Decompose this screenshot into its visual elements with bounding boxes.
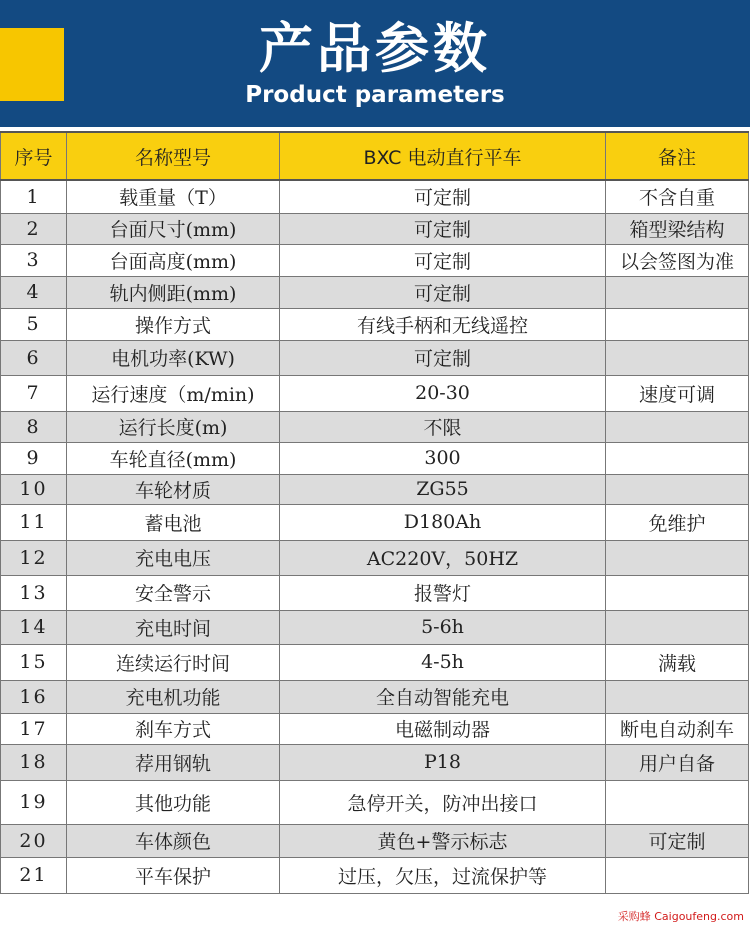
row-note <box>606 340 749 375</box>
column-header-name: 名称型号 <box>67 132 280 180</box>
column-header-value: BXC 电动直行平车 <box>280 132 606 180</box>
table-row <box>1 308 749 340</box>
row-index: 20 <box>1 824 67 857</box>
row-index: 10 <box>1 474 67 504</box>
row-note: 满载 <box>606 644 749 680</box>
row-name: 充电电压 <box>67 540 280 575</box>
row-note <box>606 411 749 442</box>
row-index: 15 <box>1 644 67 680</box>
row-note: 不含自重 <box>606 180 749 213</box>
row-value: 4-5h <box>280 644 606 680</box>
row-name: 其他功能 <box>67 780 280 824</box>
row-index: 21 <box>1 857 67 893</box>
row-index: 4 <box>1 276 67 308</box>
column-header-index: 序号 <box>1 132 67 180</box>
row-note: 速度可调 <box>606 375 749 411</box>
row-note <box>606 610 749 644</box>
row-name: 安全警示 <box>67 575 280 610</box>
column-header-note: 备注 <box>606 132 749 180</box>
site-watermark: 采购蜂 Caigoufeng.com <box>617 910 744 923</box>
row-value: AC220V，50HZ <box>280 540 606 575</box>
row-note <box>606 857 749 893</box>
row-value: ZG55 <box>280 474 606 504</box>
row-index: 11 <box>1 504 67 540</box>
row-name: 运行速度（m/min) <box>67 375 280 411</box>
row-value: 可定制 <box>280 244 606 276</box>
row-note: 可定制 <box>606 824 749 857</box>
row-name: 连续运行时间 <box>67 644 280 680</box>
row-index: 16 <box>1 680 67 713</box>
row-note: 免维护 <box>606 504 749 540</box>
row-index: 6 <box>1 340 67 375</box>
row-name: 充电机功能 <box>67 680 280 713</box>
row-value: 有线手柄和无线遥控 <box>280 308 606 340</box>
row-index: 8 <box>1 411 67 442</box>
row-note <box>606 575 749 610</box>
row-value: 可定制 <box>280 180 606 213</box>
row-name: 操作方式 <box>67 308 280 340</box>
table-header-row <box>1 132 749 180</box>
row-value: 不限 <box>280 411 606 442</box>
table-row <box>1 680 749 713</box>
row-note: 箱型梁结构 <box>606 213 749 244</box>
page-header <box>0 0 750 127</box>
table-row <box>1 857 749 893</box>
table-row <box>1 375 749 411</box>
row-value: 可定制 <box>280 213 606 244</box>
table-row <box>1 474 749 504</box>
row-name: 载重量（T） <box>67 180 280 213</box>
row-index: 19 <box>1 780 67 824</box>
table-row <box>1 213 749 244</box>
row-value: D180Ah <box>280 504 606 540</box>
row-value: 可定制 <box>280 340 606 375</box>
row-index: 14 <box>1 610 67 644</box>
table-row <box>1 713 749 744</box>
row-note: 以会签图为准 <box>606 244 749 276</box>
table-row <box>1 180 749 213</box>
row-index: 3 <box>1 244 67 276</box>
row-name: 运行长度(m) <box>67 411 280 442</box>
row-value: P18 <box>280 744 606 780</box>
row-index: 13 <box>1 575 67 610</box>
title-english: Product parameters <box>245 82 505 108</box>
row-note <box>606 680 749 713</box>
row-index: 2 <box>1 213 67 244</box>
table-row <box>1 780 749 824</box>
row-index: 18 <box>1 744 67 780</box>
row-note <box>606 474 749 504</box>
row-value: 300 <box>280 442 606 474</box>
row-note <box>606 540 749 575</box>
row-index: 5 <box>1 308 67 340</box>
row-name: 车轮直径(mm) <box>67 442 280 474</box>
row-value: 电磁制动器 <box>280 713 606 744</box>
row-name: 荐用钢轨 <box>67 744 280 780</box>
row-index: 17 <box>1 713 67 744</box>
row-name: 车轮材质 <box>67 474 280 504</box>
table-row <box>1 610 749 644</box>
table-row <box>1 276 749 308</box>
row-value: 报警灯 <box>280 575 606 610</box>
row-name: 充电时间 <box>67 610 280 644</box>
row-note: 断电自动刹车 <box>606 713 749 744</box>
row-index: 12 <box>1 540 67 575</box>
row-name: 台面尺寸(mm) <box>67 213 280 244</box>
row-value: 急停开关，防冲出接口 <box>280 780 606 824</box>
row-note <box>606 308 749 340</box>
table-row <box>1 575 749 610</box>
table-row <box>1 744 749 780</box>
table-row <box>1 824 749 857</box>
title-chinese: 产品参数 <box>259 17 491 80</box>
row-name: 台面高度(mm) <box>67 244 280 276</box>
row-name: 轨内侧距(mm) <box>67 276 280 308</box>
row-index: 7 <box>1 375 67 411</box>
row-index: 1 <box>1 180 67 213</box>
table-row <box>1 411 749 442</box>
table-row <box>1 540 749 575</box>
row-index: 9 <box>1 442 67 474</box>
parameter-table <box>0 131 749 894</box>
row-value: 全自动智能充电 <box>280 680 606 713</box>
row-note <box>606 780 749 824</box>
row-note <box>606 276 749 308</box>
row-name: 车体颜色 <box>67 824 280 857</box>
row-value: 过压，欠压，过流保护等 <box>280 857 606 893</box>
table-row <box>1 504 749 540</box>
row-value: 可定制 <box>280 276 606 308</box>
table-row <box>1 442 749 474</box>
table-row <box>1 644 749 680</box>
row-note: 用户自备 <box>606 744 749 780</box>
row-value: 5-6h <box>280 610 606 644</box>
row-name: 电机功率(KW) <box>67 340 280 375</box>
row-value: 20-30 <box>280 375 606 411</box>
table-row <box>1 340 749 375</box>
row-value: 黄色+警示标志 <box>280 824 606 857</box>
row-name: 蓄电池 <box>67 504 280 540</box>
row-name: 平车保护 <box>67 857 280 893</box>
table-row <box>1 244 749 276</box>
row-name: 刹车方式 <box>67 713 280 744</box>
row-note <box>606 442 749 474</box>
